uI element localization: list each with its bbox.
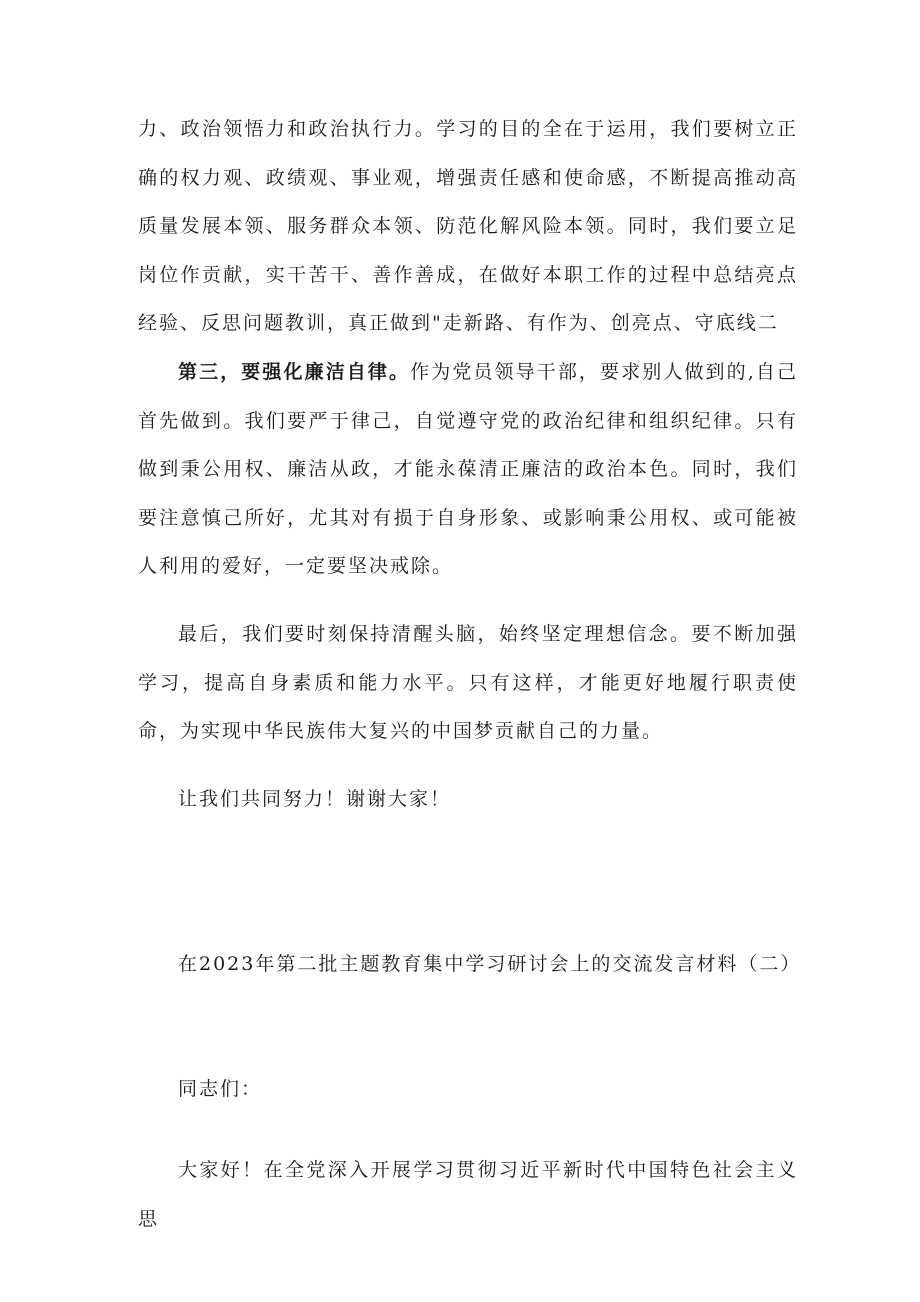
paragraph-opening [138, 1146, 798, 1243]
paragraph-integrity [138, 348, 798, 591]
paragraph-text: 让我们共同努力！谢谢大家！ [178, 788, 452, 810]
section-title [138, 941, 802, 988]
paragraph-greeting [138, 1065, 798, 1114]
paragraph-heading: 第三，要强化廉洁自律。 [178, 361, 411, 383]
section-title-text: 在2023年第二批主题教育集中学习研讨会上的交流发言材料（二） [178, 953, 802, 975]
paragraph-text: 同志们： [178, 1078, 263, 1100]
paragraph-text: 力、政治领悟力和政治执行力。学习的目的全在于运用，我们要树立正确的权力观、政绩观、事业观，增强责任感和使命感，不断提高推动高质量发展本领、服务群众本领、防范化解风险本领。同时，我们要立足岗位作贡献，实干苦干、善作善成，在做好本职工作的过程中总结亮点经验、反思问题教训，真正做到"走新路、有作为、创亮点、守底线二 [138, 118, 798, 334]
paragraph-text: 最后，我们要时刻保持清醒头脑，始终坚定理想信念。要不断加强学习，提高自身素质和能力水平。只有这样，才能更好地履行职责使命，为实现中华民族伟大复兴的中国梦贡献自己的力量。 [138, 623, 798, 742]
paragraph-closing [138, 775, 798, 824]
paragraph-text: 大家好！在全党深入开展学习贯彻习近平新时代中国特色社会主义思 [138, 1159, 798, 1230]
paragraph-political-ability [138, 105, 798, 348]
paragraph-text: 作为党员领导干部，要求别人做到的,自己首先做到。我们要严于律己，自觉遵守党的政治纪律和组织纪律。只有做到秉公用权、廉洁从政，才能永葆清正廉洁的政治本色。同时，我们要注意慎己所好，尤其对有损于自身形象、或影响秉公用权、或可能被人利用的爱好，一定要坚决戒除。 [138, 361, 798, 577]
paragraph-conclusion [138, 610, 798, 756]
